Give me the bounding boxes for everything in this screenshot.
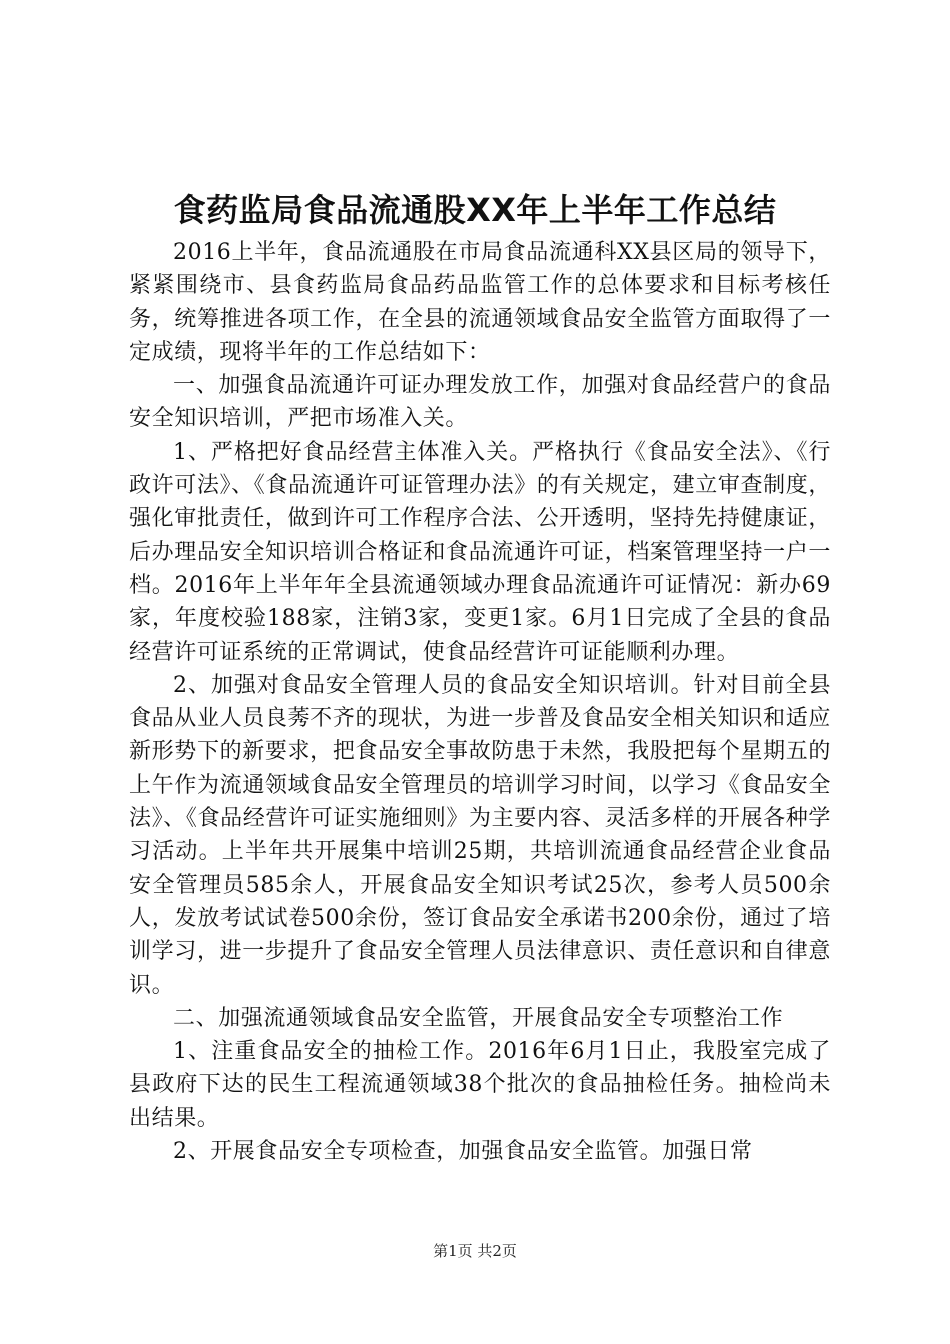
document-body <box>129 236 831 1168</box>
page-number-footer: 第1页 共2页 <box>433 1242 517 1260</box>
paragraph-section-two-item-2: 2、开展食品安全专项检查，加强食品安全监管。加强日常 <box>173 1139 753 1165</box>
document-title: 食药监局食品流通股XX年上半年工作总结 <box>173 191 777 229</box>
paragraph-section-two-heading: 二、加强流通领域食品安全监管，开展食品安全专项整治工作 <box>173 1005 784 1031</box>
paragraph-section-one-heading: 一、加强食品流通许可证办理发放工作，加强对食品经营户的食品安全知识培训，严把市场准入关。 <box>129 373 831 432</box>
paragraph-section-two-item-1: 1、注重食品安全的抽检工作。2016年6月1日止，我股室完成了县政府下达的民生工程流通领域38个批次的食品抽检任务。抽检尚未出结果。 <box>129 1039 831 1131</box>
paragraph-intro: 2016上半年，食品流通股在市局食品流通科XX县区局的领导下，紧紧围绕市、县食药监局食品药品监管工作的总体要求和目标考核任务，统筹推进各项工作，在全县的流通领域食品安全监管方面取得了一定成绩，现将半年的工作总结如下： <box>129 240 831 365</box>
paragraph-section-one-item-1: 1、严格把好食品经营主体准入关。严格执行《食品安全法》、《行政许可法》、《食品流通许可证管理办法》的有关规定，建立审查制度，强化审批责任，做到许可工作程序合法、公开透明，坚持先持健康证，后办理品安全知识培训合格证和食品流通许可证，档案管理坚持一户一档。2016年上半年年全县流通领域办理食品流通许可证情况：新办69家，年度校验188家，注销3家，变更1家。6月1日完成了全县的食品经营许可证系统的正常调试，使食品经营许可证能顺利办理。 <box>129 439 831 665</box>
paragraph-section-one-item-2: 2、加强对食品安全管理人员的食品安全知识培训。针对目前全县食品从业人员良莠不齐的现状，为进一步普及食品安全相关知识和适应新形势下的新要求，把食品安全事故防患于未然，我股把每个星期五的上午作为流通领域食品安全管理员的培训学习时间，以学习《食品安全法》、《食品经营许可证实施细则》为主要内容、灵活多样的开展各种学习活动。上半年共开展集中培训25期，共培训流通食品经营企业食品安全管理员585余人，开展食品安全知识考试25次，参考人员500余人，发放考试试卷500余份，签订食品安全承诺书200余份，通过了培训学习，进一步提升了食品安全管理人员法律意识、责任意识和自律意识。 <box>129 672 831 998</box>
